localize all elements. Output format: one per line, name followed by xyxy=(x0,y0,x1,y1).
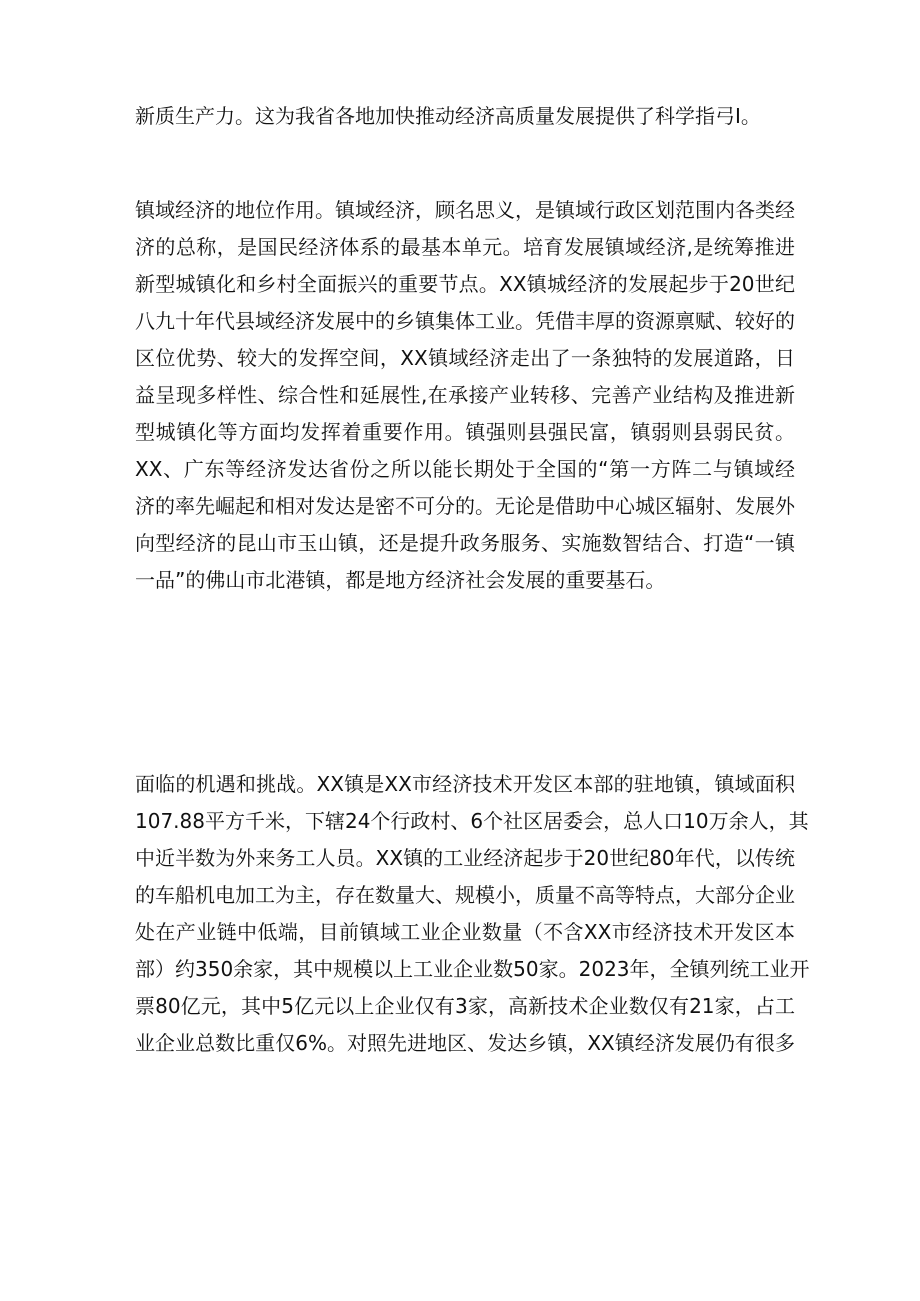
paragraph-intro-tail xyxy=(135,98,795,135)
text-line: 107.88平方千米，下辖24个行政村、6个社区居委会，总人口10万余人，其 xyxy=(135,809,809,833)
text-line: 新质生产力。这为我省各地加快推动经济高质量发展提供了科学指弓I。 xyxy=(135,104,761,128)
text-line: 型城镇化等方面均发挥着重要作用。镇强则县强民富，镇弱则县弱民贫。 xyxy=(135,420,795,444)
text-line: 镇域经济的地位作用。镇域经济，顾名思义，是镇域行政区划范围内各类经 xyxy=(135,198,795,222)
text-line: 中近半数为外来务工人员。XX镇的工业经济起步于20世纪80年代，以传统 xyxy=(135,846,795,870)
text-line: 济的率先崛起和相对发达是密不可分的。无论是借助中心城区辐射、发展外 xyxy=(135,494,795,518)
text-line: 济的总称，是国民经济体系的最基本单元。培育发展镇域经济,是统筹推进 xyxy=(135,235,795,259)
text-line: 益呈现多样性、综合性和延展性,在承接产业转移、完善产业结构及推进新 xyxy=(135,383,795,407)
paragraph-town-economy-role xyxy=(135,192,795,599)
text-line: XX、广东等经济发达省份之所以能长期处于全国的“第一方阵二与镇域经 xyxy=(135,457,795,481)
text-line: 新型城镇化和乡村全面振兴的重要节点。XX镇城经济的发展起步于20世纪 xyxy=(135,272,795,296)
text-line: 部）约350余家，其中规模以上工业企业数50家。2023年，全镇列统工业开 xyxy=(135,957,810,981)
text-line: 向型经济的昆山市玉山镇，还是提升政务服务、实施数智结合、打造“一镇 xyxy=(135,531,795,555)
text-line: 处在产业链中低端，目前镇域工业企业数量（不含XX市经济技术开发区本 xyxy=(135,920,795,944)
text-line: 票80亿元，其中5亿元以上企业仅有3家，高新技术企业数仅有21家，占工 xyxy=(135,994,795,1018)
text-line: 区位优势、较大的发挥空间，XX镇域经济走出了一条独特的发展道路，日 xyxy=(135,346,795,370)
text-line: 面临的机遇和挑战。XX镇是XX市经济技术开发区本部的驻地镇，镇域面积 xyxy=(135,772,795,796)
text-line: 八九十年代县域经济发展中的乡镇集体工业。凭借丰厚的资源禀赋、较好的 xyxy=(135,309,795,333)
paragraph-opportunities-challenges xyxy=(135,766,810,1062)
text-line: 的车船机电加工为主，存在数量大、规模小，质量不高等特点，大部分企业 xyxy=(135,883,795,907)
text-line: 一品”的佛山市北港镇，都是地方经济社会发展的重要基石。 xyxy=(135,568,666,592)
text-line: 业企业总数比重仅6%。对照先进地区、发达乡镇，XX镇经济发展仍有很多 xyxy=(135,1031,795,1055)
